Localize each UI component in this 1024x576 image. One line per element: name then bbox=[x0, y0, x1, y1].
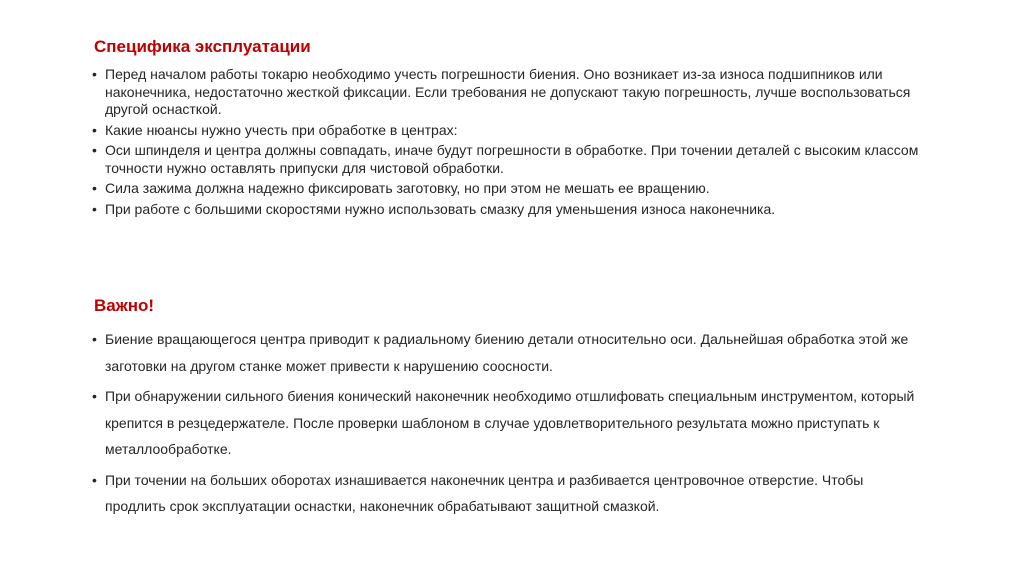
bullet-item bbox=[92, 180, 922, 198]
bullet-text: Перед началом работы токарю необходимо учесть погрешности биения. Оно возникает из-за износа подшипников или наконечника, недостаточно жесткой фиксации. Если требования не допускают такую погрешность, лучше воспользоваться другой оснасткой. bbox=[105, 66, 911, 117]
bullet-text: При работе с большими скоростями нужно использовать смазку для уменьшения износа наконечника. bbox=[105, 200, 776, 217]
bullet-icon: • bbox=[92, 200, 97, 217]
important-bullet-list bbox=[92, 326, 922, 524]
bullet-text: Сила зажима должна надежно фиксировать заготовку, но при этом не мешать ее вращению. bbox=[105, 180, 710, 196]
bullet-icon: • bbox=[92, 180, 97, 196]
bullet-icon: • bbox=[92, 66, 97, 82]
bullet-item bbox=[92, 467, 922, 520]
bullet-item bbox=[92, 201, 922, 219]
bullet-text: При точении на больших оборотах изнашивается наконечник центра и разбивается центровочное отверстие. Чтобы продлить срок эксплуатации оснастки, наконечник обрабатывают защитной смазкой. bbox=[105, 471, 864, 514]
bullet-icon: • bbox=[92, 142, 97, 158]
section-title-specifics: Специфика эксплуатации bbox=[94, 37, 311, 56]
bullet-item bbox=[92, 66, 922, 119]
bullet-icon: • bbox=[92, 388, 97, 404]
bullet-item bbox=[92, 142, 922, 177]
bullet-icon: • bbox=[92, 121, 97, 138]
bullet-item bbox=[92, 383, 922, 463]
bullet-text: При обнаружении сильного биения конический наконечник необходимо отшлифовать специальным инструментом, который крепится в резцедержателе. После проверки шаблоном в случае удовлетворительного результата можно приступать к металлообработке. bbox=[105, 388, 915, 457]
bullet-text: Оси шпинделя и центра должны совпадать, иначе будут погрешности в обработке. При точении деталей с высоким классом точности нужно оставлять припуски для чистовой обработки. bbox=[105, 142, 919, 176]
specifics-bullet-list bbox=[92, 66, 922, 221]
bullet-text: Биение вращающегося центра приводит к радиальному биению детали относительно оси. Дальнейшая обработка этой же заготовки на другом станке может привести к нарушению соосности. bbox=[105, 331, 909, 374]
bullet-icon: • bbox=[92, 331, 97, 347]
bullet-item bbox=[92, 122, 922, 140]
section-title-important: Важно! bbox=[94, 296, 155, 315]
bullet-text: Какие нюансы нужно учесть при обработке в центрах: bbox=[105, 121, 458, 138]
bullet-item bbox=[92, 326, 922, 379]
bullet-icon: • bbox=[92, 471, 97, 488]
